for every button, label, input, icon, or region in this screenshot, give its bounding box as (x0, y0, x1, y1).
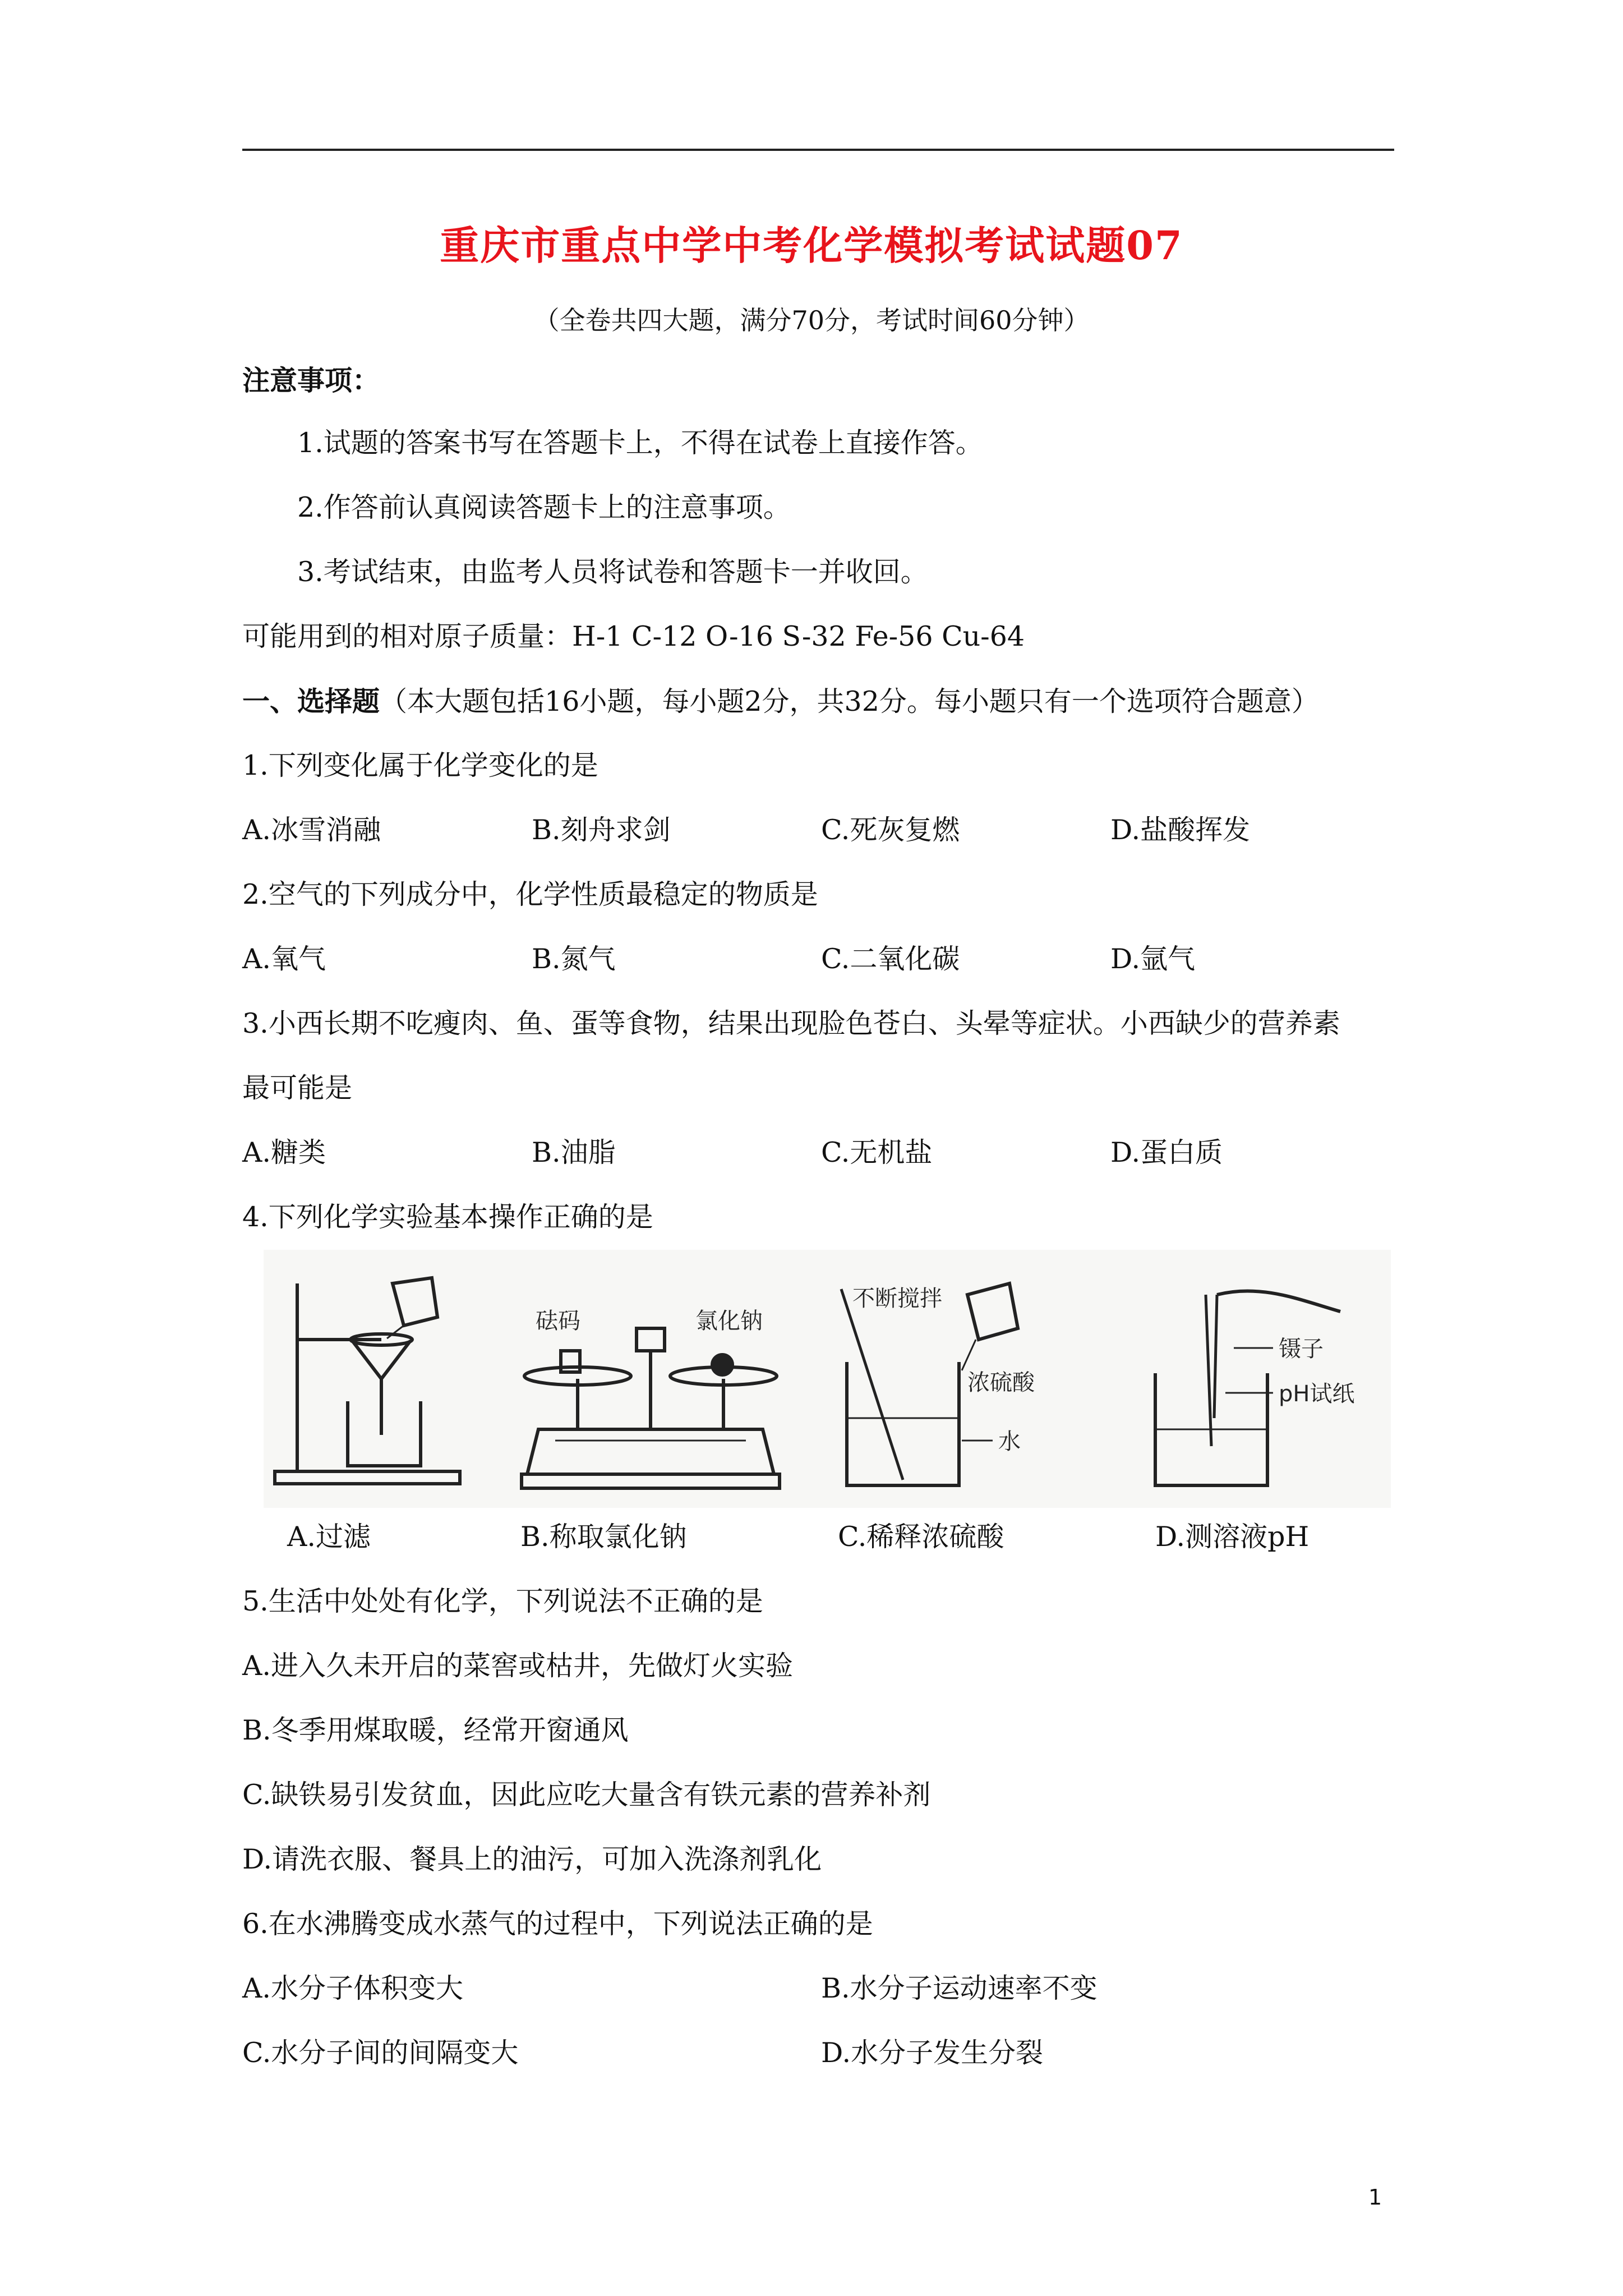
option-b: B.刻舟求剑 (532, 814, 671, 846)
option-d: D.盐酸挥发 (1110, 814, 1251, 846)
question-stem: 5.生活中处处有化学，下列说法不正确的是 (242, 1585, 763, 1617)
option-a: A.进入久未开启的菜窖或枯井，先做灯火实验 (242, 1650, 793, 1682)
option-a: A.冰雪消融 (242, 814, 381, 846)
option-a: A.水分子体积变大 (242, 1972, 463, 2004)
notice-item: 3.考试结束，由监考人员将试卷和答题卡一并收回。 (297, 556, 928, 588)
page-subtitle: （全卷共四大题，满分70分，考试时间60分钟） (533, 305, 1090, 335)
section-description: （本大题包括16小题，每小题2分，共32分。每小题只有一个选项符合题意） (380, 685, 1319, 717)
option-b: B.称取氯化钠 (520, 1521, 687, 1553)
label-tweezers: 镊子 (1279, 1336, 1324, 1362)
atomic-mass-line: 可能用到的相对原子质量：H-1 C-12 O-16 S-32 Fe-56 Cu-64 (242, 620, 1025, 652)
option-c: C.死灰复燃 (821, 814, 960, 846)
option-b: B.油脂 (532, 1137, 616, 1168)
option-c: C.缺铁易引发贫血，因此应吃大量含有铁元素的营养补剂 (242, 1779, 931, 1811)
option-d: D.蛋白质 (1110, 1137, 1223, 1168)
notice-item: 1.试题的答案书写在答题卡上，不得在试卷上直接作答。 (297, 427, 983, 459)
option-b: B.氮气 (532, 943, 616, 975)
question-stem: 3.小西长期不吃瘦肉、鱼、蛋等食物，结果出现脸色苍白、头晕等症状。小西缺少的营养素 (242, 1007, 1340, 1039)
notice-item: 2.作答前认真阅读答题卡上的注意事项。 (297, 491, 791, 523)
page-number: 1 (1368, 2185, 1382, 2210)
option-d: D.测溶液pH (1155, 1521, 1310, 1553)
option-a: A.糖类 (242, 1137, 326, 1168)
option-d: D.氩气 (1110, 943, 1196, 975)
header-rule (242, 149, 1394, 151)
question-stem-continued: 最可能是 (242, 1072, 353, 1104)
question-stem: 6.在水沸腾变成水蒸气的过程中，下列说法正确的是 (242, 1908, 873, 1940)
label-weight: 砝码 (536, 1308, 580, 1334)
question-stem: 1.下列变化属于化学变化的是 (242, 749, 598, 781)
question-stem: 2.空气的下列成分中，化学性质最稳定的物质是 (242, 878, 818, 910)
option-a: A.过滤 (287, 1521, 371, 1553)
experiment-illustrations (264, 1250, 1391, 1508)
option-b: B.冬季用煤取暖，经常开窗通风 (242, 1714, 629, 1746)
option-c: C.无机盐 (821, 1137, 933, 1168)
page-title: 重庆市重点中学中考化学模拟考试试题07 (440, 222, 1183, 269)
section-title: 一、选择题 (242, 685, 380, 717)
section-heading (242, 684, 1319, 719)
question-stem: 4.下列化学实验基本操作正确的是 (242, 1201, 653, 1233)
option-c: C.稀释浓硫酸 (838, 1521, 1004, 1553)
label-nacl: 氯化钠 (695, 1308, 763, 1334)
label-ph-paper: pH试纸 (1279, 1381, 1355, 1407)
experiment-figure (264, 1250, 1391, 1508)
option-d: D.水分子发生分裂 (821, 2037, 1044, 2069)
label-stir: 不断搅拌 (852, 1286, 942, 1312)
option-a: A.氧气 (242, 943, 326, 975)
option-b: B.水分子运动速率不变 (821, 1972, 1098, 2004)
label-acid: 浓硫酸 (967, 1370, 1035, 1396)
notice-heading: 注意事项： (242, 364, 380, 397)
option-c: C.水分子间的间隔变大 (242, 2037, 519, 2069)
option-c: C.二氧化碳 (821, 943, 960, 975)
option-d: D.请洗衣服、餐具上的油污，可加入洗涤剂乳化 (242, 1843, 822, 1875)
label-water: 水 (998, 1429, 1021, 1455)
